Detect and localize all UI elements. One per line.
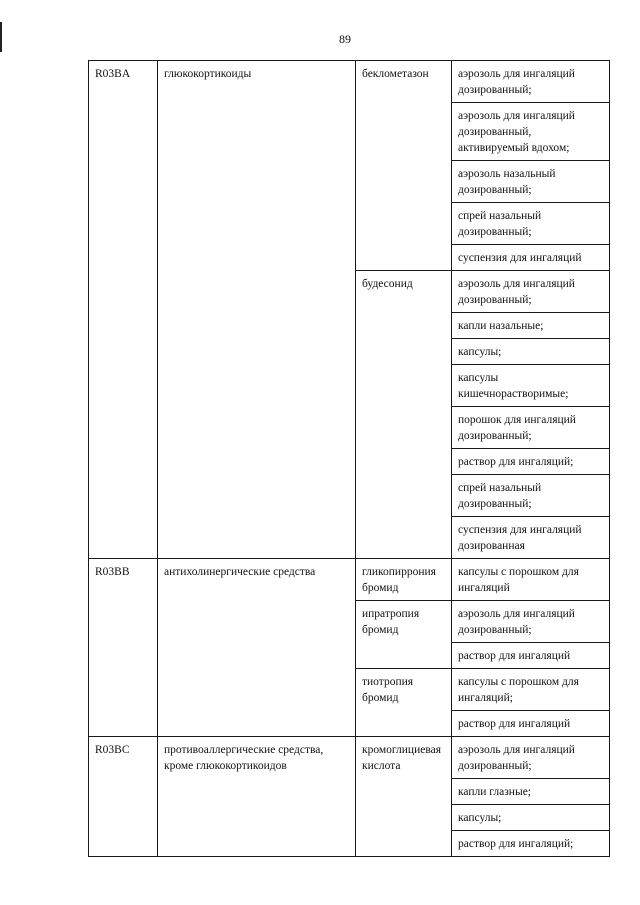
dosage-form-cell: аэрозоль для ингаляций дозированный; <box>452 601 610 643</box>
drug-table <box>88 60 610 857</box>
dosage-form-cell: аэрозоль для ингаляций дозированный; <box>452 271 610 313</box>
page-number: 89 <box>339 32 351 46</box>
atc-code-cell: R03BC <box>89 737 158 857</box>
drug-name-cell: беклометазон <box>356 61 452 271</box>
dosage-form-cell: капсулы кишечнорастворимые; <box>452 365 610 407</box>
dosage-form-cell: аэрозоль для ингаляций дозированный; <box>452 61 610 103</box>
group-name-cell: противоаллергические средства, кроме глюкокортикоидов <box>158 737 356 857</box>
dosage-form-cell: раствор для ингаляций; <box>452 449 610 475</box>
dosage-form-cell: раствор для ингаляций <box>452 711 610 737</box>
drug-name-cell: ипратропия бромид <box>356 601 452 669</box>
dosage-form-cell: суспензия для ингаляций <box>452 245 610 271</box>
drug-name-cell: гликопиррония бромид <box>356 559 452 601</box>
atc-code-cell: R03BB <box>89 559 158 737</box>
drug-name-cell: будесонид <box>356 271 452 559</box>
atc-code-cell: R03BA <box>89 61 158 559</box>
table-row <box>89 559 610 601</box>
dosage-form-cell: спрей назальный дозированный; <box>452 203 610 245</box>
drug-name-cell: тиотропия бромид <box>356 669 452 737</box>
dosage-form-cell: спрей назальный дозированный; <box>452 475 610 517</box>
dosage-form-cell: раствор для ингаляций <box>452 643 610 669</box>
dosage-form-cell: аэрозоль назальный дозированный; <box>452 161 610 203</box>
dosage-form-cell: суспензия для ингаляций дозированная <box>452 517 610 559</box>
table-row <box>89 61 610 103</box>
dosage-form-cell: капсулы с порошком для ингаляций <box>452 559 610 601</box>
dosage-form-cell: капли назальные; <box>452 313 610 339</box>
dosage-form-cell: порошок для ингаляций дозированный; <box>452 407 610 449</box>
dosage-form-cell: капсулы; <box>452 805 610 831</box>
dosage-form-cell: капсулы с порошком для ингаляций; <box>452 669 610 711</box>
table-row <box>89 737 610 779</box>
dosage-form-cell: раствор для ингаляций; <box>452 831 610 857</box>
group-name-cell: антихолинергические средства <box>158 559 356 737</box>
group-name-cell: глюкокортикоиды <box>158 61 356 559</box>
dosage-form-cell: аэрозоль для ингаляций дозированный, активируемый вдохом; <box>452 103 610 161</box>
dosage-form-cell: капли глазные; <box>452 779 610 805</box>
dosage-form-cell: капсулы; <box>452 339 610 365</box>
dosage-form-cell: аэрозоль для ингаляций дозированный; <box>452 737 610 779</box>
drug-name-cell: кромоглициевая кислота <box>356 737 452 857</box>
